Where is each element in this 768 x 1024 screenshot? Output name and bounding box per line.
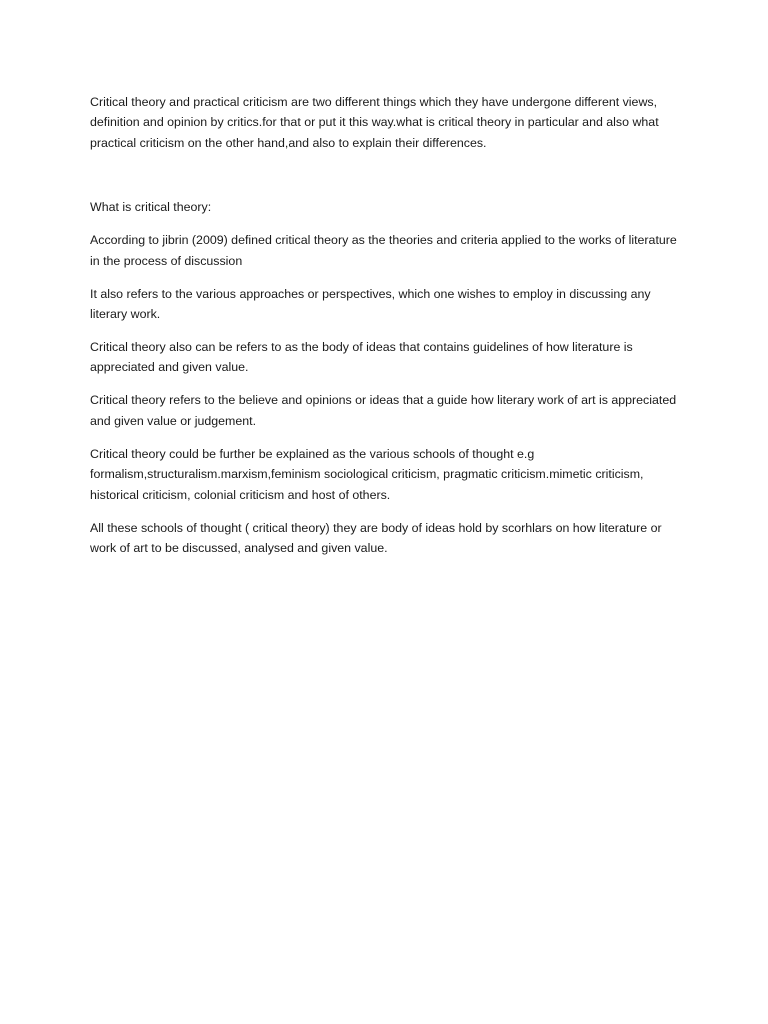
- paragraph: Critical theory could be further be explained as the various schools of thought e.g formalism,structuralism.marxism,feminism sociological criticism, pragmatic criticism.mimetic criticism, historical criticism, colonial criticism and host of others.: [90, 446, 644, 502]
- paragraph: It also refers to the various approaches or perspectives, which one wishes to employ in discussing any literary work.: [90, 286, 651, 322]
- paragraph: Critical theory refers to the believe and opinions or ideas that a guide how literary work of art is appreciated and given value or judgement.: [90, 393, 677, 428]
- intro-paragraph: Critical theory and practical criticism are two different things which they have undergone different views, definition and opinion by critics.for that or put it this way.what is critical theory in particular and also what practical criticism on the other hand,and also to explain their differences.: [90, 95, 659, 150]
- paragraph: All these schools of thought ( critical theory) they are body of ideas hold by scorhlars on how literature or work of art to be discussed, analysed and given value.: [90, 520, 662, 556]
- paragraph: According to jibrin (2009) defined critical theory as the theories and criteria applied to the works of literature in the process of discussion: [90, 233, 677, 268]
- document-body: [90, 92, 680, 571]
- paragraph: Critical theory also can be refers to as the body of ideas that contains guidelines of how literature is appreciated and given value.: [90, 340, 633, 375]
- section-heading: What is critical theory:: [90, 200, 212, 215]
